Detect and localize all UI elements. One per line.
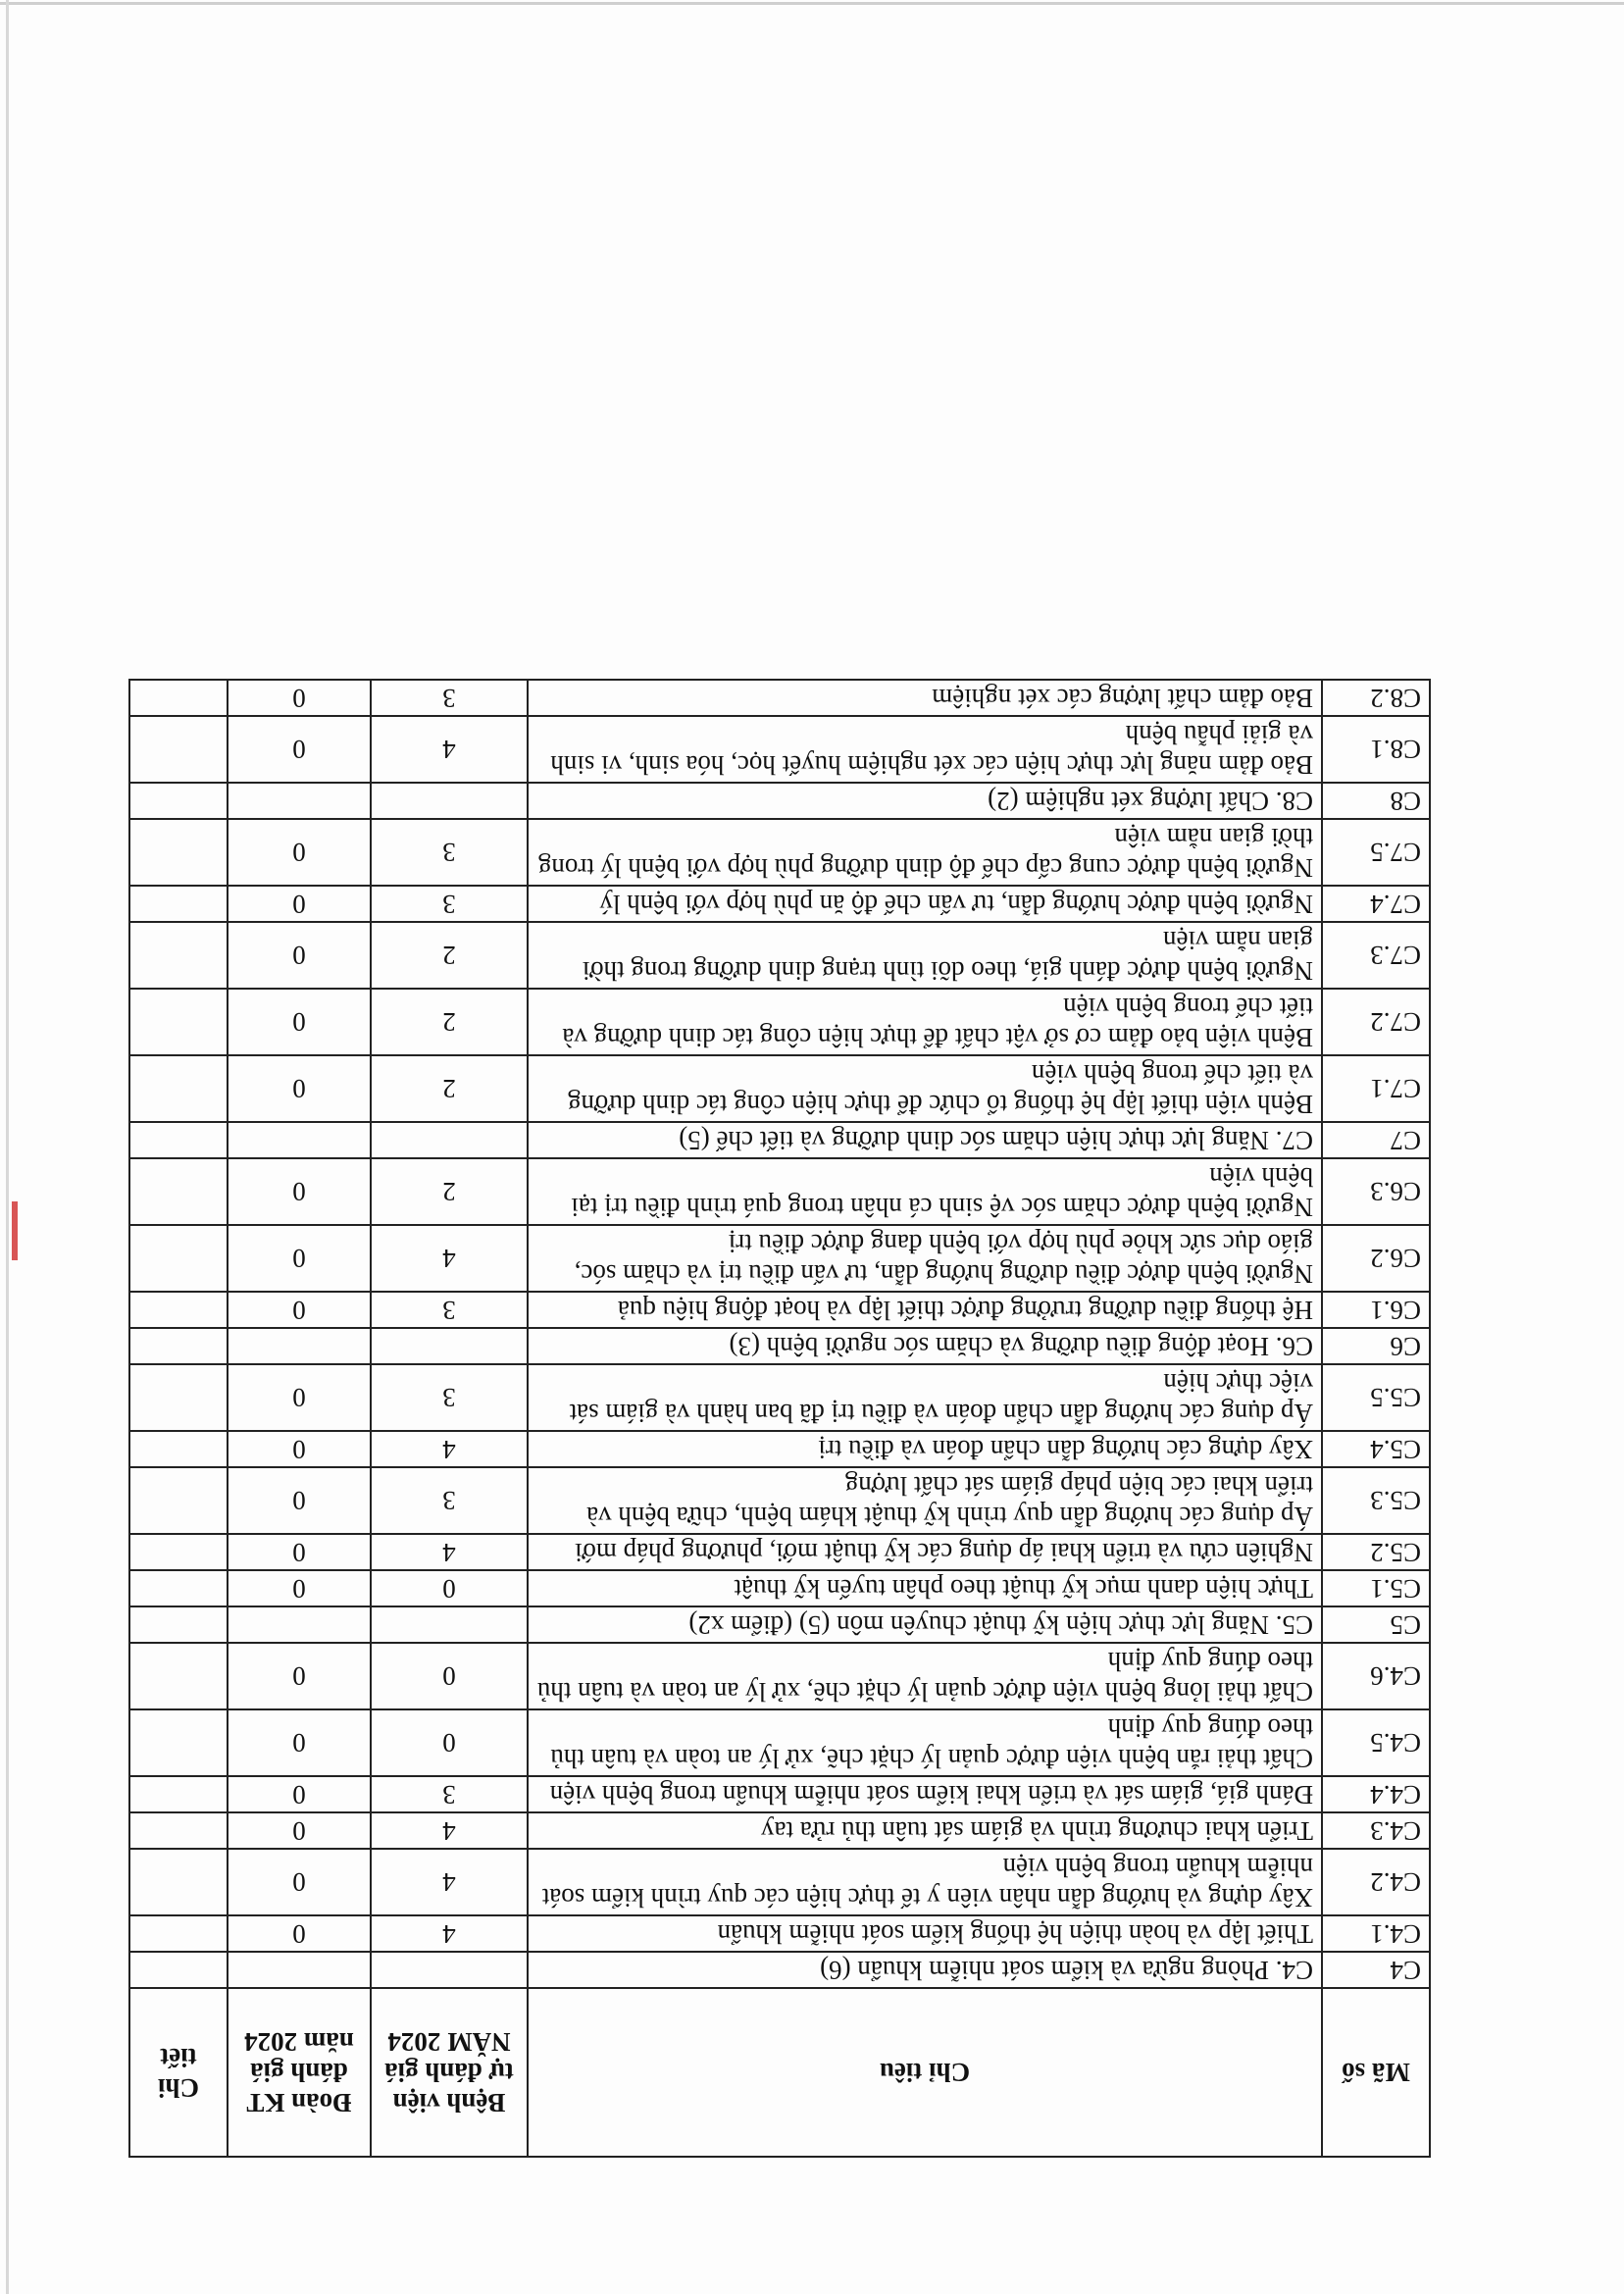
header-code: Mã số [1322, 1988, 1430, 2157]
row-code: C5.4 [1322, 1431, 1430, 1467]
evaluation-table [128, 679, 1431, 2158]
row-criteria: C8. Chất lượng xét nghiệm (2) [528, 783, 1322, 819]
row-criteria: Người bệnh được cung cấp chế độ dinh dưỡng phù hợp với bệnh lý trong thời gian nằm viện [528, 819, 1322, 886]
table-group-row [129, 1606, 1430, 1643]
table-row [129, 1643, 1430, 1709]
row-detail [129, 1812, 228, 1849]
row-criteria: Người bệnh được điều dưỡng hướng dẫn, tư vấn điều trị và chăm sóc, giáo dục sức khỏe phù hợp với bệnh đang được điều trị [528, 1225, 1322, 1292]
table-group-row [129, 1122, 1430, 1158]
table-group-row [129, 1952, 1430, 1988]
row-team-score: 0 [228, 1055, 371, 1122]
row-detail [129, 1849, 228, 1915]
table-row [129, 1534, 1430, 1570]
table-row [129, 1225, 1430, 1292]
row-detail [129, 989, 228, 1055]
row-code: C4.2 [1322, 1849, 1430, 1915]
row-criteria: C4. Phòng ngừa và kiểm soát nhiễm khuẩn (6) [528, 1952, 1322, 1988]
row-team-score: 0 [228, 1225, 371, 1292]
table-row [129, 1812, 1430, 1849]
row-code: C4.1 [1322, 1915, 1430, 1952]
row-criteria: Bệnh viện thiết lập hệ thống tổ chức để thực hiện công tác dinh dưỡng và tiết chế trong bệnh viện [528, 1055, 1322, 1122]
row-criteria: C7. Năng lực thực hiện chăm sóc dinh dưỡng và tiết chế (5) [528, 1122, 1322, 1158]
row-detail [129, 1643, 228, 1709]
row-self-score [371, 783, 528, 819]
row-self-score: 4 [371, 1812, 528, 1849]
table-row [129, 819, 1430, 886]
row-code: C4.4 [1322, 1776, 1430, 1812]
row-detail [129, 1915, 228, 1952]
header-criteria: Chỉ tiêu [528, 1988, 1322, 2157]
row-detail [129, 783, 228, 819]
row-code: C4.3 [1322, 1812, 1430, 1849]
row-criteria: Bảo đảm năng lực thực hiện các xét nghiệm huyết học, hóa sinh, vi sinh và giải phẫu bệnh [528, 716, 1322, 783]
row-criteria: Đánh giá, giám sát và triển khai kiểm soát nhiễm khuẩn trong bệnh viện [528, 1776, 1322, 1812]
row-code: C6.2 [1322, 1225, 1430, 1292]
row-detail [129, 1225, 228, 1292]
row-team-score [228, 783, 371, 819]
row-code: C7.1 [1322, 1055, 1430, 1122]
row-team-score: 0 [228, 1849, 371, 1915]
row-criteria: Nghiên cứu và triển khai áp dụng các kỹ thuật mới, phương pháp mới [528, 1534, 1322, 1570]
row-code: C5.1 [1322, 1570, 1430, 1606]
row-self-score: 3 [371, 1467, 528, 1534]
row-self-score: 2 [371, 922, 528, 989]
row-code: C7.3 [1322, 922, 1430, 989]
row-detail [129, 1606, 228, 1643]
row-self-score: 0 [371, 1709, 528, 1776]
row-self-score: 2 [371, 1158, 528, 1225]
row-team-score: 0 [228, 1292, 371, 1328]
row-detail [129, 1776, 228, 1812]
row-team-score: 0 [228, 1431, 371, 1467]
row-team-score: 0 [228, 1467, 371, 1534]
row-criteria: Bảo đảm chất lượng các xét nghiệm [528, 680, 1322, 716]
row-self-score: 4 [371, 1431, 528, 1467]
table-row [129, 1915, 1430, 1952]
row-detail [129, 1328, 228, 1364]
table-row [129, 1158, 1430, 1225]
row-team-score [228, 1606, 371, 1643]
row-criteria: Hệ thống điều dưỡng trưởng được thiết lập và hoạt động hiệu quả [528, 1292, 1322, 1328]
row-team-score: 0 [228, 680, 371, 716]
row-criteria: Thiết lập và hoàn thiện hệ thống kiểm soát nhiễm khuẩn [528, 1915, 1322, 1952]
table-row [129, 989, 1430, 1055]
row-criteria: Bệnh viện bảo đảm cơ sở vật chất để thực hiện công tác dinh dưỡng và tiết chế trong bệnh viện [528, 989, 1322, 1055]
row-team-score: 0 [228, 1915, 371, 1952]
row-self-score: 2 [371, 989, 528, 1055]
row-self-score: 4 [371, 1225, 528, 1292]
row-self-score [371, 1122, 528, 1158]
row-criteria: Xây dựng và hướng dẫn nhân viên y tế thực hiện các quy trình kiểm soát nhiễm khuẩn trong bệnh viện [528, 1849, 1322, 1915]
row-criteria: Chất thải lỏng bệnh viện được quản lý chặt chẽ, xử lý an toàn và tuân thủ theo đúng quy định [528, 1643, 1322, 1709]
row-self-score: 4 [371, 1915, 528, 1952]
table-row [129, 716, 1430, 783]
row-team-score [228, 1952, 371, 1988]
row-self-score: 4 [371, 1534, 528, 1570]
row-detail [129, 1122, 228, 1158]
row-team-score: 0 [228, 1812, 371, 1849]
row-self-score: 0 [371, 1570, 528, 1606]
row-team-score: 0 [228, 819, 371, 886]
row-detail [129, 1292, 228, 1328]
row-code: C5.5 [1322, 1364, 1430, 1431]
row-detail [129, 680, 228, 716]
row-code: C4 [1322, 1952, 1430, 1988]
table-row [129, 886, 1430, 922]
table-row [129, 922, 1430, 989]
row-self-score: 0 [371, 1643, 528, 1709]
table-group-row [129, 1328, 1430, 1364]
row-self-score: 2 [371, 1055, 528, 1122]
row-code: C6.1 [1322, 1292, 1430, 1328]
row-detail [129, 716, 228, 783]
row-detail [129, 1467, 228, 1534]
header-team-eval: Đoàn KT đánh giá năm 2024 [228, 1988, 371, 2157]
row-criteria: Chất thải rắn bệnh viện được quản lý chặt chẽ, xử lý an toàn và tuân thủ theo đúng quy định [528, 1709, 1322, 1776]
row-code: C7.4 [1322, 886, 1430, 922]
row-code: C5.3 [1322, 1467, 1430, 1534]
row-criteria: Triển khai chương trình và giám sát tuân thủ rửa tay [528, 1812, 1322, 1849]
row-code: C5 [1322, 1606, 1430, 1643]
row-self-score [371, 1606, 528, 1643]
row-team-score [228, 1122, 371, 1158]
row-detail [129, 819, 228, 886]
row-code: C8.2 [1322, 680, 1430, 716]
row-self-score: 4 [371, 1849, 528, 1915]
row-code: C4.5 [1322, 1709, 1430, 1776]
row-detail [129, 1709, 228, 1776]
row-code: C5.2 [1322, 1534, 1430, 1570]
row-code: C6.3 [1322, 1158, 1430, 1225]
table-group-row [129, 783, 1430, 819]
row-criteria: Thực hiện danh mục kỹ thuật theo phân tuyến kỹ thuật [528, 1570, 1322, 1606]
row-self-score: 3 [371, 1776, 528, 1812]
row-detail [129, 886, 228, 922]
scan-edge-shadow [6, 0, 9, 2294]
row-team-score: 0 [228, 1534, 371, 1570]
row-team-score: 0 [228, 1709, 371, 1776]
row-team-score: 0 [228, 922, 371, 989]
row-self-score: 3 [371, 1292, 528, 1328]
table-row [129, 680, 1430, 716]
table-row [129, 1570, 1430, 1606]
row-team-score: 0 [228, 886, 371, 922]
row-team-score: 0 [228, 1364, 371, 1431]
row-code: C8 [1322, 783, 1430, 819]
row-criteria: C6. Hoạt động điều dưỡng và chăm sóc người bệnh (3) [528, 1328, 1322, 1364]
row-criteria: C5. Năng lực thực hiện kỹ thuật chuyên môn (5) (điểm x2) [528, 1606, 1322, 1643]
row-criteria: Người bệnh được hướng dẫn, tư vấn chế độ ăn phù hợp với bệnh lý [528, 886, 1322, 922]
table-row [129, 1055, 1430, 1122]
row-criteria: Người bệnh được chăm sóc vệ sinh cá nhân trong quá trình điều trị tại bệnh viện [528, 1158, 1322, 1225]
table-row [129, 1364, 1430, 1431]
row-team-score: 0 [228, 1776, 371, 1812]
row-code: C8.1 [1322, 716, 1430, 783]
table-row [129, 1709, 1430, 1776]
row-team-score: 0 [228, 1643, 371, 1709]
table-row [129, 1776, 1430, 1812]
table-row [129, 1431, 1430, 1467]
row-team-score: 0 [228, 1158, 371, 1225]
row-code: C7.2 [1322, 989, 1430, 1055]
header-self-eval: Bệnh viện tự đánh giá NĂM 2024 [371, 1988, 528, 2157]
row-criteria: Người bệnh được đánh giá, theo dõi tình trạng dinh dưỡng trong thời gian nằm viện [528, 922, 1322, 989]
row-code: C7.5 [1322, 819, 1430, 886]
row-detail [129, 922, 228, 989]
header-detail: Chi tiết [129, 1988, 228, 2157]
row-self-score: 4 [371, 716, 528, 783]
row-criteria: Áp dụng các hướng dẫn chẩn đoán và điều trị đã ban hành và giám sát việc thực hiện [528, 1364, 1322, 1431]
table-row [129, 1467, 1430, 1534]
row-self-score [371, 1328, 528, 1364]
table-row [129, 1849, 1430, 1915]
row-team-score: 0 [228, 1570, 371, 1606]
row-criteria: Xây dựng các hướng dẫn chẩn đoán và điều trị [528, 1431, 1322, 1467]
scan-edge-line [0, 2, 1624, 5]
row-detail [129, 1534, 228, 1570]
row-detail [129, 1364, 228, 1431]
row-self-score: 3 [371, 886, 528, 922]
row-detail [129, 1055, 228, 1122]
row-self-score: 3 [371, 1364, 528, 1431]
table-header-row [129, 1988, 1430, 2157]
row-self-score: 3 [371, 819, 528, 886]
red-stamp-mark [12, 1029, 55, 1264]
row-self-score: 3 [371, 680, 528, 716]
row-detail [129, 1570, 228, 1606]
row-detail [129, 1952, 228, 1988]
row-code: C4.6 [1322, 1643, 1430, 1709]
row-detail [129, 1431, 228, 1467]
row-self-score [371, 1952, 528, 1988]
row-criteria: Áp dụng các hướng dẫn quy trình kỹ thuật khám bệnh, chữa bệnh và triển khai các biện pháp giám sát chất lượng [528, 1467, 1322, 1534]
row-code: C6 [1322, 1328, 1430, 1364]
row-detail [129, 1158, 228, 1225]
row-code: C7 [1322, 1122, 1430, 1158]
row-team-score [228, 1328, 371, 1364]
table-row [129, 1292, 1430, 1328]
row-team-score: 0 [228, 716, 371, 783]
row-team-score: 0 [228, 989, 371, 1055]
